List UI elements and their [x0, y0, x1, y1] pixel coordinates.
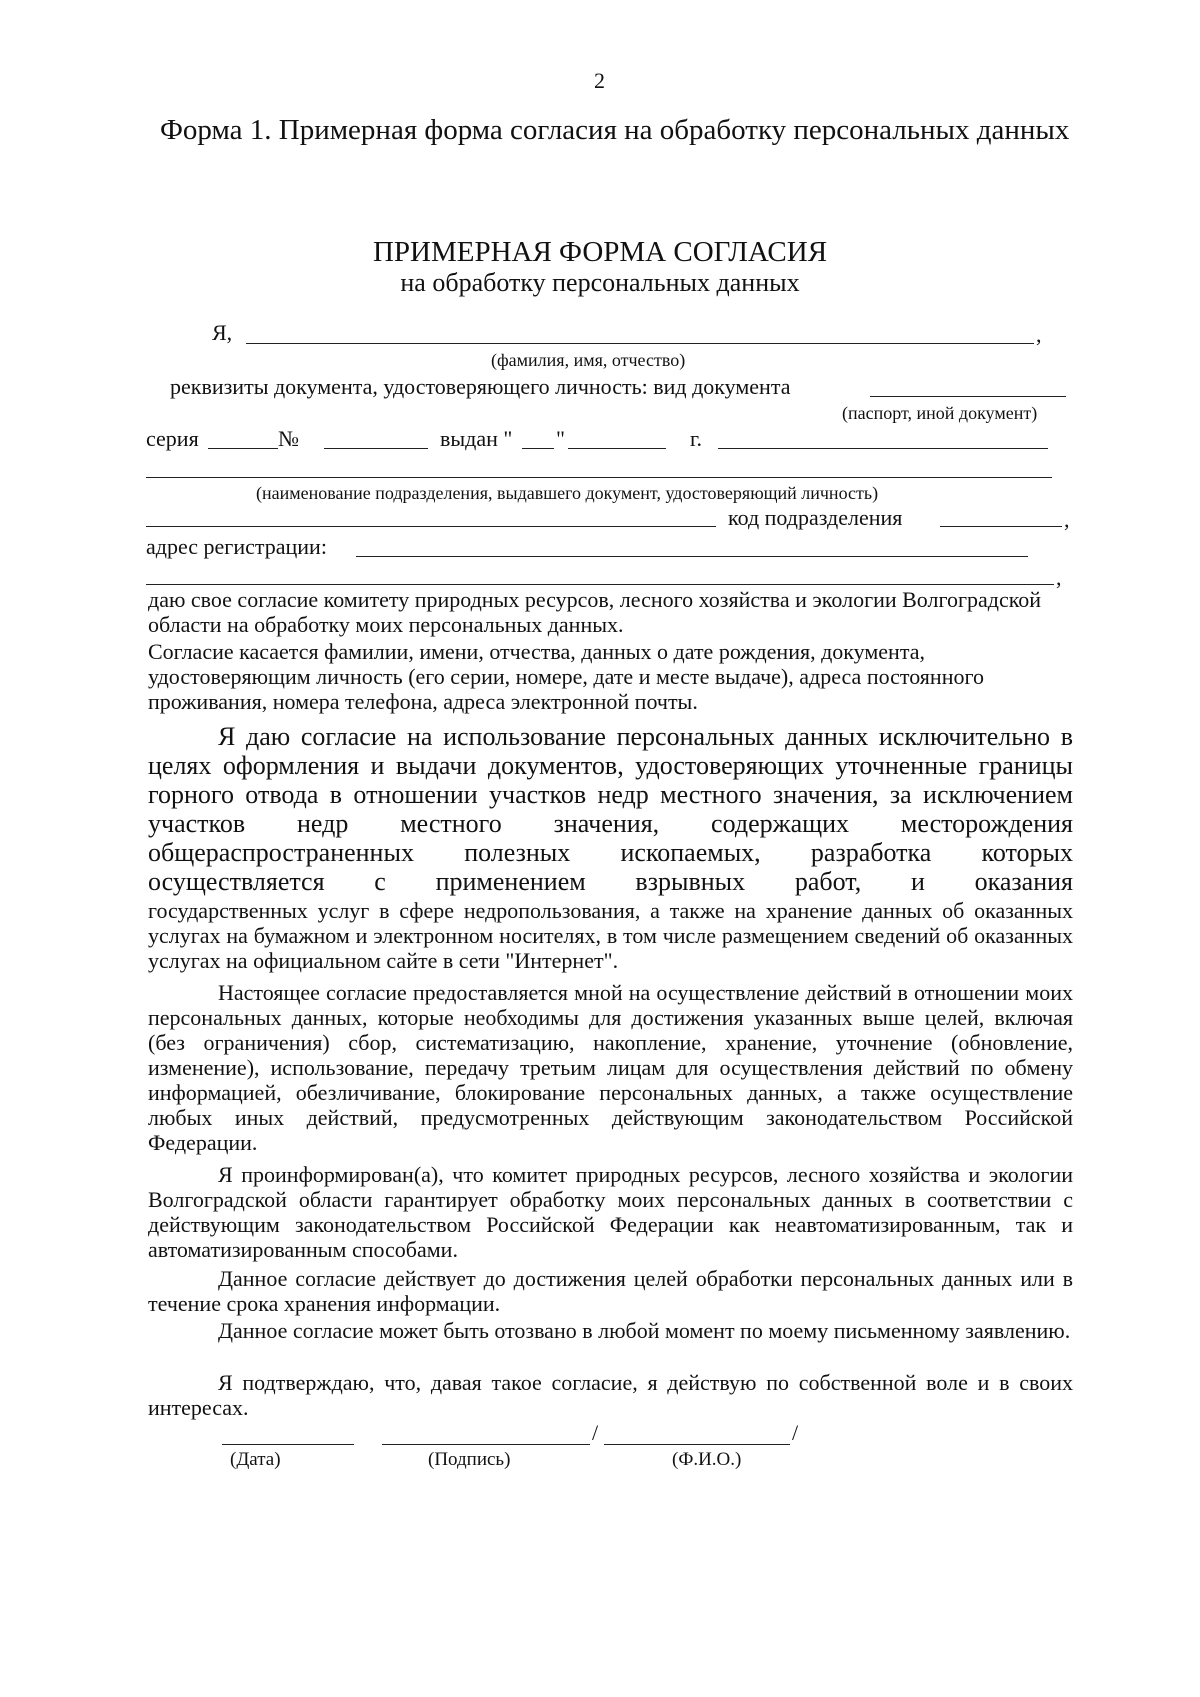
comma-1: , [1036, 322, 1042, 347]
date-field[interactable] [222, 1444, 354, 1445]
slash-2: / [792, 1420, 799, 1445]
fio-label: (Ф.И.О.) [672, 1449, 742, 1470]
paragraph-8: Я подтверждаю, что, давая такое согласие, я действую по собственной воле и в своих интересах. [148, 1370, 1073, 1420]
year-label: г. [690, 426, 703, 451]
slash-1: / [592, 1420, 599, 1445]
document-title: ПРИМЕРНАЯ ФОРМА СОГЛАСИЯ [372, 236, 828, 268]
paragraph-6: Данное согласие действует до достижения целей обработки персональных данных или в течение срока хранения информации. [148, 1266, 1073, 1316]
doc-type-field[interactable] [870, 396, 1066, 397]
address-field-2[interactable] [146, 584, 1054, 585]
doc-label: реквизиты документа, удостоверяющего личность: вид документа [170, 374, 791, 399]
signature-fio-field[interactable] [604, 1444, 790, 1445]
signature-field[interactable] [382, 1444, 590, 1445]
issue-day-field[interactable] [522, 448, 554, 449]
paragraph-3a: Я даю согласие на использование персональных данных исключительно в целях оформления и выдачи документов, удостоверяющих уточненные границы горного отвода в отношении участков недр местного значения, за исключением участков недр местного значения, содержащих месторождения общераспространенных полезных ископаемых, разработка которых осуществляется с применением взрывных работ, и оказания [148, 722, 1073, 896]
issuer-field-2[interactable] [146, 526, 716, 527]
fio-hint: (фамилия, имя, отчество) [491, 350, 686, 370]
comma-2: , [1064, 507, 1070, 532]
fio-field[interactable] [246, 343, 1034, 344]
address-field[interactable] [356, 556, 1028, 557]
document-subtitle: на обработку персональных данных [400, 268, 800, 297]
comma-3: , [1056, 565, 1062, 590]
quote-mid: " [556, 426, 565, 451]
i-label: Я, [212, 320, 233, 345]
sign-label: (Подпись) [428, 1449, 511, 1470]
paragraph-4: Настоящее согласие предоставляется мной на осуществление действий в отношении моих персональных данных, которые необходимы для достижения указанных выше целей, включая (без ограничения) сбор, систематизацию, накопление, хранение, уточнение (обновление, изменение), использование, передачу третьим лицам для осуществления действий по обмену информацией, обезличивание, блокирование персональных данных, а также осуществление любых иных действий, предусмотренных действующим законодательством Российской Федерации. [148, 980, 1073, 1155]
series-field[interactable] [208, 448, 278, 449]
paragraph-2: Согласие касается фамилии, имени, отчества, данных о дате рождения, документа, удостоверяющим личность (его серии, номере, дате и месте выдаче), адреса постоянного проживания, номера телефона, адреса электронной почты. [148, 639, 984, 714]
paragraph-3b: государственных услуг в сфере недропользования, а также на хранение данных об оказанных услугах на бумажном и электронном носителях, в том числе размещением сведений об оказанных услугах на официальном сайте в сети "Интернет". [148, 898, 1073, 973]
doc-hint: (паспорт, иной документ) [842, 403, 1038, 423]
issuer-field[interactable] [146, 477, 1052, 478]
dept-code-field[interactable] [940, 526, 1062, 527]
date-label: (Дата) [230, 1449, 281, 1470]
issue-month-field[interactable] [568, 448, 666, 449]
number-label: № [278, 426, 299, 451]
series-label: серия [146, 426, 199, 451]
issue-year-field[interactable] [718, 448, 1048, 449]
issuer-hint: (наименование подразделения, выдавшего документ, удостоверяющий личность) [256, 483, 879, 503]
issued-label: выдан " [440, 426, 513, 451]
number-field[interactable] [324, 448, 428, 449]
form-heading: Форма 1. Примерная форма согласия на обработку персональных данных [160, 114, 1070, 146]
paragraph-5: Я проинформирован(а), что комитет природных ресурсов, лесного хозяйства и экологии Волгоградской области гарантирует обработку моих персональных данных в соответствии с действующим законодательством Российской Федерации как неавтоматизированным, так и автоматизированным способами. [148, 1162, 1073, 1262]
address-label: адрес регистрации: [146, 534, 327, 559]
dept-code-label: код подразделения [728, 505, 903, 530]
paragraph-1: даю свое согласие комитету природных ресурсов, лесного хозяйства и экологии Волгоградской области на обработку моих персональных данных. [148, 587, 1042, 637]
paragraph-7: Данное согласие может быть отозвано в любой момент по моему письменному заявлению. [218, 1318, 1071, 1343]
page-number: 2 [594, 68, 605, 93]
